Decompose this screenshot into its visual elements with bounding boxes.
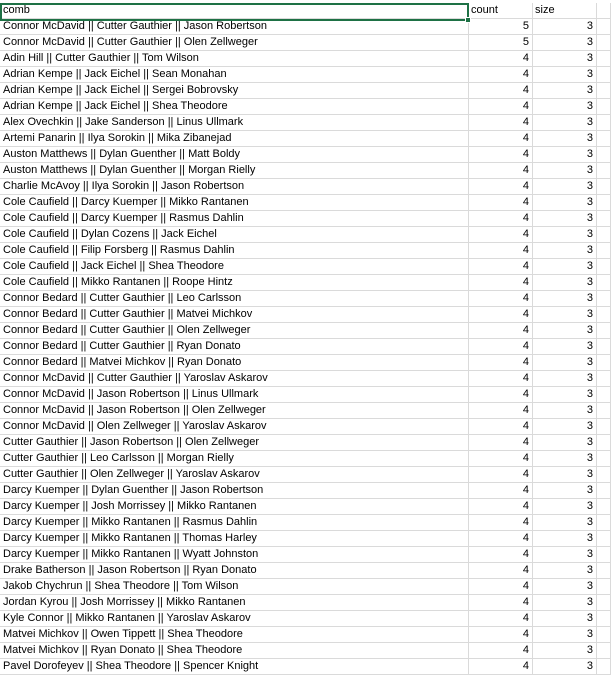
count-cell[interactable]: 4 [469, 563, 533, 579]
comb-cell[interactable]: Connor McDavid || Olen Zellweger || Yaroslav Askarov [0, 419, 469, 435]
empty-cell[interactable] [597, 195, 611, 211]
comb-cell[interactable]: Adrian Kempe || Jack Eichel || Shea Theodore [0, 99, 469, 115]
size-cell[interactable]: 3 [533, 291, 597, 307]
table-row [0, 435, 611, 451]
count-cell[interactable]: 4 [469, 643, 533, 659]
comb-cell[interactable]: Cole Caufield || Mikko Rantanen || Roope Hintz [0, 275, 469, 291]
comb-cell[interactable]: Adrian Kempe || Jack Eichel || Sean Monahan [0, 67, 469, 83]
comb-cell[interactable]: Connor McDavid || Jason Robertson || Olen Zellweger [0, 403, 469, 419]
size-cell[interactable]: 3 [533, 339, 597, 355]
empty-cell[interactable] [597, 563, 611, 579]
comb-cell[interactable]: Cole Caufield || Dylan Cozens || Jack Eichel [0, 227, 469, 243]
empty-cell[interactable] [597, 131, 611, 147]
count-cell[interactable]: 4 [469, 435, 533, 451]
empty-cell[interactable] [597, 643, 611, 659]
count-cell[interactable]: 5 [469, 35, 533, 51]
count-cell[interactable]: 4 [469, 483, 533, 499]
comb-cell[interactable]: Connor McDavid || Cutter Gauthier || Olen Zellweger [0, 35, 469, 51]
comb-cell[interactable]: Cole Caufield || Darcy Kuemper || Mikko Rantanen [0, 195, 469, 211]
count-cell[interactable]: 4 [469, 163, 533, 179]
comb-cell[interactable]: Kyle Connor || Mikko Rantanen || Yaroslav Askarov [0, 611, 469, 627]
empty-cell[interactable] [597, 371, 611, 387]
table-row [0, 563, 611, 579]
size-cell[interactable]: 3 [533, 67, 597, 83]
count-cell[interactable]: 4 [469, 211, 533, 227]
comb-cell[interactable]: Matvei Michkov || Owen Tippett || Shea Theodore [0, 627, 469, 643]
count-cell[interactable]: 4 [469, 83, 533, 99]
comb-cell[interactable]: Auston Matthews || Dylan Guenther || Matt Boldy [0, 147, 469, 163]
count-cell[interactable]: 4 [469, 131, 533, 147]
header-cell-comb[interactable]: comb [0, 3, 469, 19]
size-cell[interactable]: 3 [533, 627, 597, 643]
comb-cell[interactable]: Connor McDavid || Cutter Gauthier || Jason Robertson [0, 19, 469, 35]
count-cell[interactable]: 4 [469, 403, 533, 419]
empty-cell[interactable] [597, 99, 611, 115]
count-cell[interactable]: 4 [469, 467, 533, 483]
size-cell[interactable]: 3 [533, 451, 597, 467]
empty-cell[interactable] [597, 627, 611, 643]
empty-cell[interactable] [597, 355, 611, 371]
empty-cell[interactable] [597, 179, 611, 195]
comb-cell[interactable]: Cole Caufield || Filip Forsberg || Rasmus Dahlin [0, 243, 469, 259]
table-row [0, 627, 611, 643]
comb-cell[interactable]: Adin Hill || Cutter Gauthier || Tom Wilson [0, 51, 469, 67]
table-row [0, 259, 611, 275]
table-row [0, 595, 611, 611]
size-cell[interactable]: 3 [533, 51, 597, 67]
count-cell[interactable]: 4 [469, 659, 533, 675]
table-row [0, 195, 611, 211]
size-cell[interactable]: 3 [533, 643, 597, 659]
size-cell[interactable]: 3 [533, 595, 597, 611]
size-cell[interactable]: 3 [533, 579, 597, 595]
table-row [0, 163, 611, 179]
size-cell[interactable]: 3 [533, 195, 597, 211]
count-cell[interactable]: 4 [469, 323, 533, 339]
size-cell[interactable]: 3 [533, 115, 597, 131]
header-row [0, 3, 611, 19]
count-cell[interactable]: 4 [469, 339, 533, 355]
count-cell[interactable]: 4 [469, 147, 533, 163]
size-cell[interactable]: 3 [533, 403, 597, 419]
count-cell[interactable]: 4 [469, 387, 533, 403]
empty-cell[interactable] [597, 227, 611, 243]
size-cell[interactable]: 3 [533, 467, 597, 483]
size-cell[interactable]: 3 [533, 659, 597, 675]
empty-cell[interactable] [597, 243, 611, 259]
empty-cell[interactable] [597, 51, 611, 67]
empty-cell[interactable] [597, 595, 611, 611]
table-row [0, 643, 611, 659]
table-row [0, 83, 611, 99]
empty-cell[interactable] [597, 83, 611, 99]
empty-cell[interactable] [597, 19, 611, 35]
empty-cell[interactable] [597, 531, 611, 547]
empty-cell[interactable] [597, 307, 611, 323]
comb-cell[interactable]: Darcy Kuemper || Mikko Rantanen || Rasmus Dahlin [0, 515, 469, 531]
comb-cell[interactable]: Connor McDavid || Cutter Gauthier || Yaroslav Askarov [0, 371, 469, 387]
empty-cell[interactable] [597, 579, 611, 595]
size-cell[interactable]: 3 [533, 227, 597, 243]
table-row [0, 131, 611, 147]
count-cell[interactable]: 4 [469, 243, 533, 259]
count-cell[interactable]: 4 [469, 451, 533, 467]
table-row [0, 467, 611, 483]
count-cell[interactable]: 4 [469, 579, 533, 595]
table-row [0, 403, 611, 419]
count-cell[interactable]: 4 [469, 259, 533, 275]
size-cell[interactable]: 3 [533, 35, 597, 51]
empty-cell[interactable] [597, 515, 611, 531]
size-cell[interactable]: 3 [533, 259, 597, 275]
table-row [0, 483, 611, 499]
comb-cell[interactable]: Charlie McAvoy || Ilya Sorokin || Jason Robertson [0, 179, 469, 195]
comb-cell[interactable]: Darcy Kuemper || Josh Morrissey || Mikko Rantanen [0, 499, 469, 515]
size-cell[interactable]: 3 [533, 131, 597, 147]
empty-cell[interactable] [597, 419, 611, 435]
empty-cell[interactable] [597, 483, 611, 499]
table-row [0, 419, 611, 435]
comb-cell[interactable]: Cole Caufield || Darcy Kuemper || Rasmus Dahlin [0, 211, 469, 227]
comb-cell[interactable]: Jordan Kyrou || Josh Morrissey || Mikko Rantanen [0, 595, 469, 611]
comb-cell[interactable]: Alex Ovechkin || Jake Sanderson || Linus Ullmark [0, 115, 469, 131]
empty-cell[interactable] [597, 435, 611, 451]
count-cell[interactable]: 4 [469, 531, 533, 547]
count-cell[interactable]: 4 [469, 99, 533, 115]
count-cell[interactable]: 4 [469, 419, 533, 435]
empty-cell[interactable] [597, 499, 611, 515]
table-row [0, 179, 611, 195]
table-row [0, 35, 611, 51]
table-row [0, 611, 611, 627]
count-cell[interactable]: 4 [469, 515, 533, 531]
size-cell[interactable]: 3 [533, 355, 597, 371]
empty-cell[interactable] [597, 611, 611, 627]
header-cell-count[interactable]: count [469, 3, 533, 19]
comb-cell[interactable]: Auston Matthews || Dylan Guenther || Morgan Rielly [0, 163, 469, 179]
table-row [0, 371, 611, 387]
comb-cell[interactable]: Darcy Kuemper || Mikko Rantanen || Thomas Harley [0, 531, 469, 547]
table-row [0, 115, 611, 131]
size-cell[interactable]: 3 [533, 483, 597, 499]
count-cell[interactable]: 4 [469, 291, 533, 307]
comb-cell[interactable]: Darcy Kuemper || Dylan Guenther || Jason Robertson [0, 483, 469, 499]
empty-cell[interactable] [597, 259, 611, 275]
comb-cell[interactable]: Connor Bedard || Matvei Michkov || Ryan Donato [0, 355, 469, 371]
table-row [0, 515, 611, 531]
size-cell[interactable]: 3 [533, 499, 597, 515]
table-row [0, 339, 611, 355]
table-row [0, 547, 611, 563]
count-cell[interactable]: 4 [469, 67, 533, 83]
size-cell[interactable]: 3 [533, 211, 597, 227]
empty-cell[interactable] [597, 3, 611, 19]
empty-cell[interactable] [597, 323, 611, 339]
header-cell-size[interactable]: size [533, 3, 597, 19]
count-cell[interactable]: 4 [469, 51, 533, 67]
size-cell[interactable]: 3 [533, 163, 597, 179]
empty-cell[interactable] [597, 147, 611, 163]
size-cell[interactable]: 3 [533, 515, 597, 531]
size-cell[interactable]: 3 [533, 547, 597, 563]
comb-cell[interactable]: Connor Bedard || Cutter Gauthier || Leo Carlsson [0, 291, 469, 307]
comb-cell[interactable]: Cole Caufield || Jack Eichel || Shea Theodore [0, 259, 469, 275]
empty-cell[interactable] [597, 275, 611, 291]
count-cell[interactable]: 4 [469, 179, 533, 195]
comb-cell[interactable]: Connor Bedard || Cutter Gauthier || Olen Zellweger [0, 323, 469, 339]
table-row [0, 19, 611, 35]
size-cell[interactable]: 3 [533, 99, 597, 115]
size-cell[interactable]: 3 [533, 611, 597, 627]
table-row [0, 243, 611, 259]
empty-cell[interactable] [597, 211, 611, 227]
count-cell[interactable]: 4 [469, 195, 533, 211]
table-row [0, 211, 611, 227]
size-cell[interactable]: 3 [533, 147, 597, 163]
size-cell[interactable]: 3 [533, 179, 597, 195]
count-cell[interactable]: 4 [469, 227, 533, 243]
empty-cell[interactable] [597, 163, 611, 179]
count-cell[interactable]: 4 [469, 547, 533, 563]
table-row [0, 355, 611, 371]
size-cell[interactable]: 3 [533, 419, 597, 435]
empty-cell[interactable] [597, 339, 611, 355]
comb-cell[interactable]: Cutter Gauthier || Leo Carlsson || Morgan Rielly [0, 451, 469, 467]
empty-cell[interactable] [597, 35, 611, 51]
table-row [0, 579, 611, 595]
comb-cell[interactable]: Darcy Kuemper || Mikko Rantanen || Wyatt Johnston [0, 547, 469, 563]
count-cell[interactable]: 4 [469, 611, 533, 627]
comb-cell[interactable]: Matvei Michkov || Ryan Donato || Shea Theodore [0, 643, 469, 659]
comb-cell[interactable]: Connor Bedard || Cutter Gauthier || Matvei Michkov [0, 307, 469, 323]
count-cell[interactable]: 4 [469, 371, 533, 387]
comb-cell[interactable]: Pavel Dorofeyev || Shea Theodore || Spencer Knight [0, 659, 469, 675]
table-row [0, 387, 611, 403]
table-row [0, 275, 611, 291]
table-row [0, 67, 611, 83]
table-row [0, 227, 611, 243]
table-row [0, 323, 611, 339]
comb-cell[interactable]: Adrian Kempe || Jack Eichel || Sergei Bobrovsky [0, 83, 469, 99]
empty-cell[interactable] [597, 403, 611, 419]
count-cell[interactable]: 4 [469, 499, 533, 515]
size-cell[interactable]: 3 [533, 243, 597, 259]
comb-cell[interactable]: Artemi Panarin || Ilya Sorokin || Mika Zibanejad [0, 131, 469, 147]
empty-cell[interactable] [597, 547, 611, 563]
count-cell[interactable]: 4 [469, 627, 533, 643]
empty-cell[interactable] [597, 467, 611, 483]
size-cell[interactable]: 3 [533, 371, 597, 387]
size-cell[interactable]: 3 [533, 563, 597, 579]
comb-cell[interactable]: Cutter Gauthier || Jason Robertson || Olen Zellweger [0, 435, 469, 451]
size-cell[interactable]: 3 [533, 387, 597, 403]
table-row [0, 531, 611, 547]
empty-cell[interactable] [597, 115, 611, 131]
empty-cell[interactable] [597, 67, 611, 83]
comb-cell[interactable]: Jakob Chychrun || Shea Theodore || Tom Wilson [0, 579, 469, 595]
count-cell[interactable]: 4 [469, 275, 533, 291]
count-cell[interactable]: 5 [469, 19, 533, 35]
count-cell[interactable]: 4 [469, 115, 533, 131]
comb-cell[interactable]: Connor McDavid || Jason Robertson || Linus Ullmark [0, 387, 469, 403]
table-row [0, 659, 611, 675]
comb-cell[interactable]: Drake Batherson || Jason Robertson || Ryan Donato [0, 563, 469, 579]
table-row [0, 51, 611, 67]
comb-cell[interactable]: Cutter Gauthier || Olen Zellweger || Yaroslav Askarov [0, 467, 469, 483]
size-cell[interactable]: 3 [533, 435, 597, 451]
table-row [0, 99, 611, 115]
table-row [0, 147, 611, 163]
comb-cell[interactable]: Connor Bedard || Cutter Gauthier || Ryan Donato [0, 339, 469, 355]
empty-cell[interactable] [597, 291, 611, 307]
count-cell[interactable]: 4 [469, 595, 533, 611]
empty-cell[interactable] [597, 451, 611, 467]
size-cell[interactable]: 3 [533, 323, 597, 339]
size-cell[interactable]: 3 [533, 19, 597, 35]
count-cell[interactable]: 4 [469, 355, 533, 371]
size-cell[interactable]: 3 [533, 531, 597, 547]
table-row [0, 499, 611, 515]
size-cell[interactable]: 3 [533, 83, 597, 99]
size-cell[interactable]: 3 [533, 275, 597, 291]
table-row [0, 291, 611, 307]
empty-cell[interactable] [597, 659, 611, 675]
fill-handle[interactable] [465, 17, 471, 23]
size-cell[interactable]: 3 [533, 307, 597, 323]
table-row [0, 307, 611, 323]
empty-cell[interactable] [597, 387, 611, 403]
count-cell[interactable]: 4 [469, 307, 533, 323]
table-row [0, 451, 611, 467]
